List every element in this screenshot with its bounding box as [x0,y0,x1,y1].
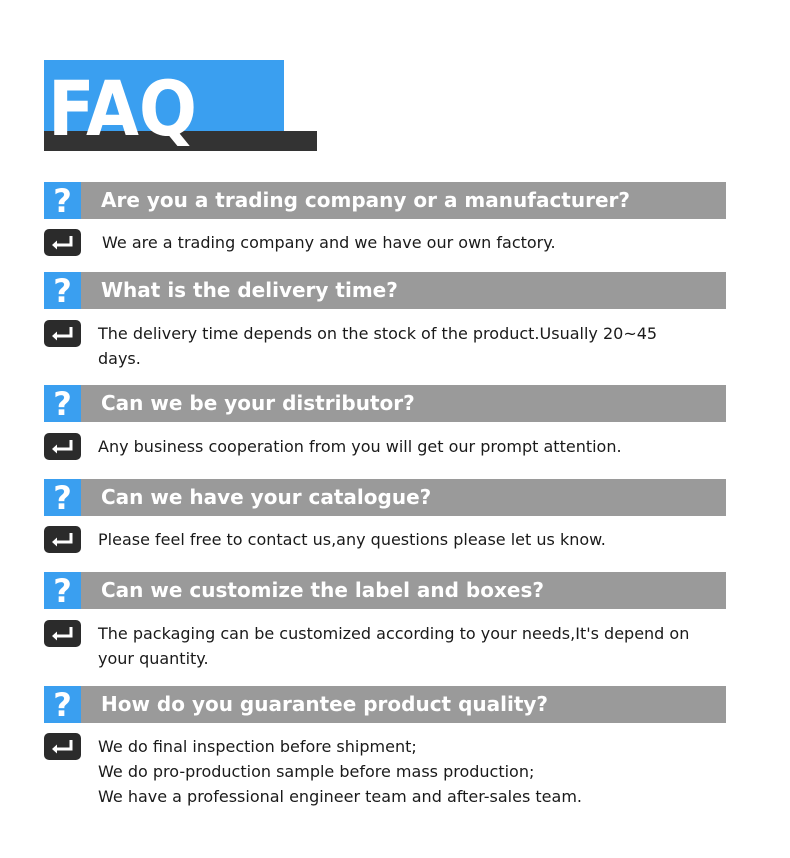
faq-answer-line: The delivery time depends on the stock of the product.Usually 20~45 [98,324,658,343]
question-mark-icon [44,686,81,723]
faq-answer-line: We have a professional engineer team and after-sales team. [98,787,582,806]
faq-question-text: Can we have your catalogue? [101,485,432,509]
faq-answer-line: The packaging can be customized according to your needs,It's depend on [98,624,690,643]
faq-answer [98,734,718,809]
question-mark-icon [44,572,81,609]
enter-key-icon [44,320,81,347]
faq-question-bar [44,479,726,516]
faq-answer [102,230,722,255]
question-mark-icon [44,479,81,516]
faq-question-bar [44,182,726,219]
faq-answer-line: We do final inspection before shipment; [98,737,417,756]
faq-question-bar [44,572,726,609]
svg-text:?: ? [53,272,72,309]
svg-text:?: ? [53,385,72,422]
svg-text:?: ? [53,182,72,219]
faq-question-text: What is the delivery time? [101,278,398,302]
question-mark-icon [44,182,81,219]
svg-text:?: ? [53,479,72,516]
faq-question-text: How do you guarantee product quality? [101,692,549,716]
enter-key-icon [44,433,81,460]
faq-answer-line: Please feel free to contact us,any questions please let us know. [98,530,606,549]
enter-key-icon [44,526,81,553]
enter-key-icon [44,620,81,647]
question-mark-icon [44,272,81,309]
faq-answer [98,434,718,459]
faq-answer-line: We do pro-production sample before mass production; [98,762,535,781]
faq-answer-line: Any business cooperation from you will get our prompt attention. [98,437,622,456]
faq-answer-line: your quantity. [98,649,209,668]
enter-key-icon [44,733,81,760]
faq-question-text: Can we customize the label and boxes? [101,578,544,602]
faq-question-text: Are you a trading company or a manufacturer? [101,188,630,212]
faq-answer-line: days. [98,349,141,368]
faq-question-bar [44,686,726,723]
svg-text:?: ? [53,686,72,723]
faq-answer [98,527,718,552]
faq-question-text: Can we be your distributor? [101,391,415,415]
enter-key-icon [44,229,81,256]
faq-question-bar [44,385,726,422]
page-title: FAQ [48,64,198,153]
faq-question-bar [44,272,726,309]
faq-answer-line: We are a trading company and we have our own factory. [102,233,556,252]
question-mark-icon [44,385,81,422]
faq-answer [98,321,718,371]
faq-answer [98,621,718,671]
svg-text:?: ? [53,572,72,609]
